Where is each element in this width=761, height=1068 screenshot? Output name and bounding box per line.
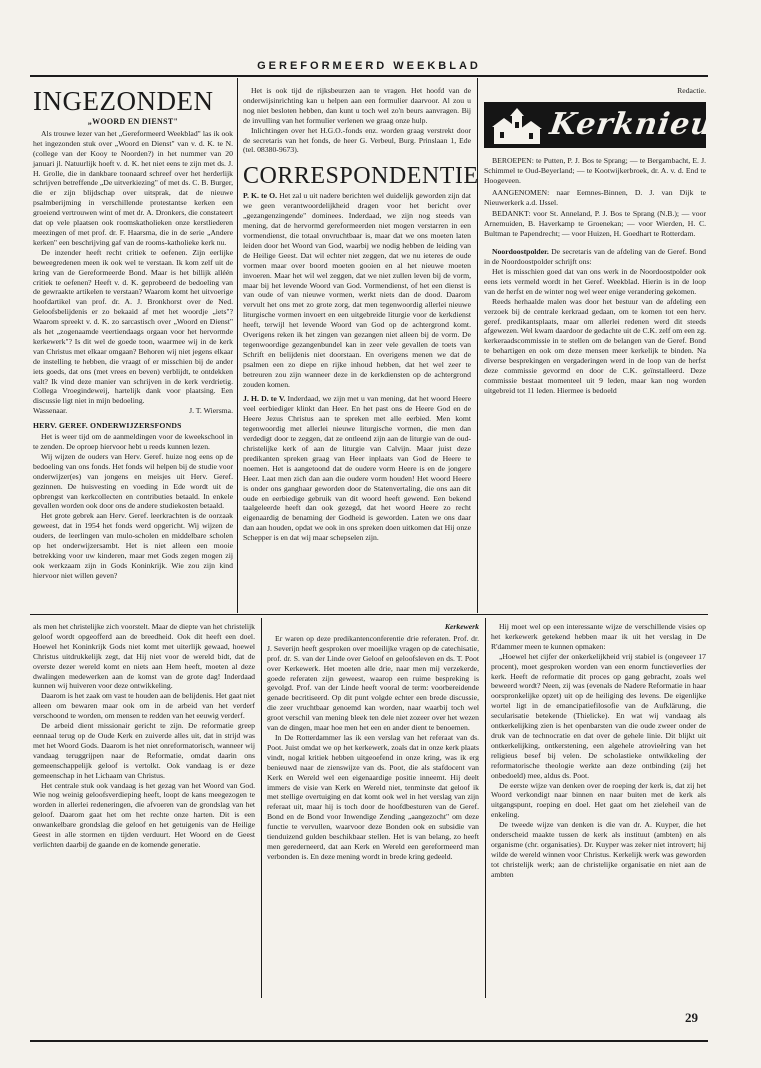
middle-column — [243, 86, 479, 612]
kerknieuws-beroepen — [484, 156, 706, 186]
lower-paragraph: „Hoewel het cijfer der onkerkelijkheid vrij stabiel is (ongeveer 17 procent), moet gesproken worden van een enorm functieverlies der kerk. Heeft de reformatie dit proces op gang gebracht, zoals wel beweerd wordt? Neen, zij was (evenals de Nadere Reformatie in haar oorspronkelijke opzet) uit op de heiliging des levens. De eigenlijke wortel ligt in de emancipatiefilosofie van de Aufklärung, die secularisatie betekende (Thielicke). En wat wij vandaag als ontkerkelijking zien is het openbarsten van die oude zweer onder de druk van de technocratie en dat over de gehele linie. Dit blijkt uit ontkerkelijking, ontkerstening, een algehele atrovieëring van het religieus besef bij velen. De scholastieke ontwikkeling der reformatorische theologie werkte aan deze ontbinding (zij het onbedoeld) mee, aldus ds. Poot. — [491, 651, 706, 780]
kerknieuws-aangenomen — [484, 188, 706, 208]
lower-column-rule-1 — [261, 618, 262, 998]
kerknieuws-banner — [484, 102, 761, 148]
noordoostpolder-text: De secretaris van de afdeling van de Geref. Bond in de Noordoostpolder schrijft ons: — [484, 247, 707, 267]
ingezonden-title: INGEZONDEN — [33, 86, 214, 116]
lower-column-rule-2 — [485, 618, 486, 998]
redactie-signoff: Redactie. — [677, 86, 706, 95]
bedankt-text: voor St. Anneland, P. J. Bos te Sprang (N.B.); — voor Arnemuiden, B. Haverkamp te Groenekan; — voor Wierden, H. C. Bultman te Papendrecht; — voor Huizen, H. Goedhart te Rotterdam. — [484, 209, 707, 239]
section-divider — [30, 614, 708, 615]
lower-paragraph: Het centrale stuk ook vandaag is het gezag van het Woord van God. Wie nog weinig geloofsverdieping heeft, loopt de kans meegezogen te worden in allerlei redeneringen, die afvoeren van de grondslag van het geloof. Daarom gaat het om het rechte onze harten. Dit is een onwankelbare grondslag die geloof en het getuigenis van de Heilige Geest in alle stormen en tijden verduurt. Het Woord en de Geest verlichten daarbij de gaande en de komende generatie. — [33, 780, 255, 849]
lower-paragraph: In De Rotterdammer las ik een verslag van het referaat van ds. Poot. Juist omdat we op het kerkewerk, zoals dat in onze kerk plaats vindt, nogal kritiek hebben uitgeoefend in onze kring, was ik erg benieuwd naar de zienswijze van ds. Poot, die als stafdocent van Kerk en Wereld wel een eigenaardige positie inneemt. Hij deelt immers de visie van Kerk en Wereld niet, tenminste dat geloof ik met stellige overtuiging en dat komt ook wel in het verslag van zijn referaat uit, maar hij is toch door de hoofdbesturen van de Geref. Bond en de Bond voor Inwendige Zending „aangezocht" om deze functie te vervullen, waarvoor deze Bonden ook en subsidie van tienduizend gulden beschikbaar stellen. Het is van belang, zo heeft men gerederneerd, dat aan Kerk en Wereld een gereformeerd man verbonden is. En deze mening wordt in brede kring gedeeld. — [267, 732, 479, 861]
lower-paragraph: als men het christelijke zich voorstelt. Maar de diepte van het christelijk geloof wordt opgeofferd aan de breedheid. Ook dit heeft een doel. Hoewel het Koninkrijk Gods niet komt met uiterlijk gewaad, hoewel Christus uitdrukkelijk zegt, dat Hij niet voor de wereld bidt, dat de overste dezer wereld komt en niets aan Hem heeft, moeten al deze dwalingen medewerken aan de komst van de grote dag! Inderdaad kunnen wij huiveren voor deze ontwikkeling. — [33, 622, 255, 691]
column-rule-2 — [477, 78, 478, 613]
aangenomen-lead: AANGENOMEN: — [492, 187, 550, 197]
bedankt-lead: BEDANKT: — [492, 209, 531, 219]
ingezonden-signature — [33, 406, 233, 416]
church-icon — [490, 108, 544, 144]
lower-column-2 — [267, 622, 479, 998]
onderwijs-paragraph: Het is weer tijd om de aanmeldingen voor de kweekschool in te zenden. De oproep hiervoor hebt u reeds kunnen lezen. — [33, 432, 233, 451]
ingezonden-column — [33, 86, 233, 612]
aangenomen-text: naar Eemnes-Binnen, D. J. van Dijk te Nieuwerkerk a.d. IJssel. — [484, 187, 707, 207]
correspondentie-item-2 — [243, 394, 471, 543]
page-header: GEREFORMEERD WEEKBLAD — [257, 60, 481, 72]
beroepen-lead: BEROEPEN: — [492, 155, 534, 165]
footer-rule — [30, 1040, 708, 1042]
lower-paragraph: Er waren op deze predikantenconferentie drie referaten. Prof. dr. J. Severijn heeft gesproken over moeilijke vragen op de catechisatie, prof. dr. S. van der Linde over Geloof en geloofsleven en ds. T. Poot over Kerkewerk. Het moeten alle drie, naar men mij verzekerde, goede referaten zijn geweest, waarop een ruime bespreking is gevolgd. Prof. van der Linde heeft vooral de term: voorbereidende genade becritiseerd. Op dit punt volgde echter een brede discussie, die zeer vruchtbaar genoemd kan worden, naar waarbij toch wel groot verschil van mening bleek ten dele niet zozeer over het wezen van de dingen, maar hoe men het een en ander dient te benoemen. — [267, 633, 479, 733]
signature-name: J. T. Wiersma. — [189, 406, 233, 416]
ingezonden-paragraph: De inzender heeft recht critiek te oefenen. Zijn eerlijke beweegredenen meen ik ook wel te verstaan. Ik kom zelf uit de kring van de Gereformeerde Bond. Maar is het billijk alléén critiek te oefenen? Heeft v. d. K. geprobeerd de bedoeling van de gewraakte artikelen te verstaan? Waarom komt het uitvoerige hoofdartikel van prof. dr. A. J. Bronkhorst over de Ned. Geloofsbelijdenis er zo bekaaid af met het woordje „iets"? Waarom spreekt v. d. K. zo sarcastisch over „Woord en Dienst" als het „zogenaamde veertiendaags orgaan voor het hervormde kerkewerk"? Is dit wel de goede toon, waarmee wij in de kerk van Christus met elkaar omgaan? Behoren wij niet jegens elkaar de instelling te hebben, die vraagt of er misschien bij de ander iets goeds, dat ons (met vrees en beven) verblijdt, te ontdekken valt? Ik vind deze manier van schrijven in de kerk verdrietig. Collega Vroegindeweij, hartelijk dank voor plaatsing. Een discussie ligt niet in mijn bedoeling. — [33, 247, 233, 406]
right-column — [484, 86, 761, 612]
noordoostpolder-lead: Noordoostpolder. — [492, 247, 549, 257]
correspondentie-item-1-text: Het zal u uit nadere berichten wel duidelijk geworden zijn dat we geen verantwoordelijkheid dragen voor het bericht over „gezangenzingende" dominees. Inderdaad, we zijn nog steeds van mening, dat de hervormd gereformeerden niet mogen verstarren in een vormendienst, die totaal onvruchtbaar is, maar dat we ons moeten laten leiden door het Woord van God, waarbij we nodig hebben de leiding van de Heilige Geest. Dat wil echter niet zeggen, dat we nu ieteres de oude vormen maar over boord moeten gooien en al het nieuwe moeten invoeren. Maar het wil wel zeggen, dat we niet zullen leven bij de vorm, maar bij het levende Woord van God. Vormendienst, of het een dienst is van oude of van nieuwe vormen, werkt niets dan de dood. Daarom vervult het ons met zo grote zorg, dat men tegenwoordig allerlei nieuwe liturgische vormen invoert en een uitgebreide liturgie voor de kerkdienst heeft, terwijl het levende Woord van God op de achtergrond komt. Overigens reken ik het zingen van gezangen niet alleen bij de vorm. De tegenwoordige gezangenbundel kan in zeer vele gevallen de toets van Schrift en belijdenis niet doorstaan. En overigens menen we dat de psalmen een zo diepe en rijke inhoud hebben, dat het wel zeer te betreuren zou zijn wanneer deze in de kerkdiensten op de achtergrond zouden komen. — [243, 191, 472, 389]
kerknieuws-bedankt — [484, 209, 706, 239]
beroepen-text: te Putten, P. J. Bos te Sprang; — te Bergambacht, E. J. Schimmel te Oud-Beyerland; — te Kootwijkerbroek, dr. A. v. d. End te Hoogeveen. — [484, 155, 706, 185]
lower-paragraph: Hij moet wel op een interessante wijze de verschillende visies op het kerkewerk getekend hebben maar ik uit het verslag in De R'dammer meen te kunnen opmaken: — [491, 622, 706, 651]
noordoostpolder-intro — [484, 247, 706, 267]
correspondentie-item-2-text: Inderdaad, we zijn met u van mening, dat het woord Heere veel eerbiediger klinkt dan Heer. En het past ons de Heere God en de Heere Jezus Christus aan te spreken met alle eerbied. Men komt tegenwoordig met allerlei nieuwe liturgische vormen, die men dan verdedigt door te zeggen, dat ze ontleend zijn aan de liturgie van de oud-christelijke kerk of aan de liturgie van Calvijn. Maar juist deze predikanten spreken graag van Heer inplaats van God de Heere te noemen. Het is aangetoond dat de oudere vorm Heere is en de jongere Heer. Laat men zich dan aan die oudere vorm houden! Het woord Heere is onder ons ganghaar geworden door de Statenvertaling, die ons aan dit oude en eerbiedige gebruik van dit woord heeft gewend. Een bekend taalgeleerde heeft dan ook gezegd, dat het woord Heere zo recht eigenaardig de benaming der Godheid is geworden. Laten we ons daar dan aan houden, opdat we ook in ons spreken doen uitkomen dat Hij onze Schepper is en dat wij maar schepselen zijn. — [243, 394, 471, 543]
signature-place: Wassenaar. — [33, 406, 68, 416]
onderwijs-paragraph: Het grote gebrek aan Herv. Geref. leerkrachten is de oorzaak geweest, dat in 1954 het fonds werd opgericht. Wij wijzen de ouders, de leerlingen van mulo-scholen en middelbare scholen op het onderwijzersambt. Het is niet alleen een mooie betrekking voor uw kinderen, maar met Gods zegen mogen zij ook werkzaam zijn in Gods Koninkrijk. Wie zou zijn kind hiervoor niet willen geven? — [33, 511, 233, 580]
lower-paragraph: De eerste wijze van denken over de roeping der kerk is, dat zij het Woord verkondigt naar binnen en naar buiten met de kerk als uitgangspunt, roeping en doel. Het gaat om het zieleheil van de enkeling. — [491, 780, 706, 820]
ingezonden-paragraph: Als trouwe lezer van het „Gereformeerd Weekblad" las ik ook het ingezonden stuk over „Woord en Dienst" van v. d. K. te N. (college van der Kooy te Noorden?) in het nummer van 20 januari jl. Natuurlijk hoeft v. d. K. het niet eens te zijn met ds. J. H. Grolle, die in dankbare toonaard schreef over het herderlijk schrijven betreffende „De uitverkiezing" of met ds. C. B. Burger, die er zijn blijdschap over uitsprak, dat de nieuwe psalmberijming in verschillende protestantse kerken een groeiend vertrouwen wint of met dr. A. Dronkers, die constateert dat op vele plaatsen ook roomskatholieken onze kerstliederen meezingen of met prof. dr. F. Haarsma, die in de serie „Andere kerken" een beschrijving gaf van de rooms-katholieke kerk nu. — [33, 128, 234, 247]
noordoostpolder-paragraph: Reeds herhaalde malen was door het bestuur van de afdeling een verzoek bij de centrale kerkraad gedaan, om te komen tot een herv. geref. predikantsplaats, maar om allerlei redenen werd dit steeds afgewezen. Wel kwam daardoor de gedachte uit de C.K. zelf om een zg. kerkeraadscommissie in te stellen om de belangen van de Geref. Bond te behartigen en ook om deze mensen meer kerkelijk te binden. Na diverse besprekingen en vergaderingen werd in de loop van de herfst deze commissie gevormd en door de C.K. geïnstalleerd. Deze commissie bestaat momenteel uit 9 leden, maar kan nog worden uitgebreid tot 11 leden. Hiermee is bedoeld — [484, 296, 706, 395]
correspondentie-item-1-lead: P. K. te O. — [243, 191, 278, 201]
kerkewerk-heading: Kerkewerk — [444, 622, 479, 631]
ingezonden-subtitle: „WOORD EN DIENST" — [87, 117, 179, 126]
lower-column-3 — [491, 622, 706, 998]
lower-paragraph: De tweede wijze van denken is die van dr. A. Kuyper, die het onderscheid maakte tussen de kerk als instituut (ambten) en als organisme (chr. organisaties). Dr. Kuyper was zeker niet introvert; hij wilde de wereld winnen voor Christus. Kerkelijk werk was geworden tot christelijk werk; aan de christelijke organisatie en niet aan de ambten — [491, 820, 706, 879]
onderwijs-paragraph: Het is ook tijd de rijksbeurzen aan te vragen. Het hoofd van de onderwijsinrichting kan u helpen aan een formulier daarvoor. Al zou u nog niet besloten hebben, dan kunt u toch wel zo'n beurs aanvragen. Bij de invulling van het formulier verlenen we graag onze hulp. — [243, 86, 471, 125]
onderwijs-paragraph: Inlichtingen over het H.G.O.-fonds enz. worden graag verstrekt door de secretaris van het fonds, de heer G. Verbeul, Burg. Prinslaan 1, Ede (tel. 08380-9673). — [243, 125, 471, 155]
lower-paragraph: Daarom is het zaak om vast te houden aan de belijdenis. Het gaat niet alleen om bewaren maar ook om in de arbeid van het verderf verschoond te worden, om mensen te redden van het eeuwig verderf. — [33, 691, 255, 721]
correspondentie-title: CORRESPONDENTIE — [243, 163, 479, 190]
correspondentie-item-2-lead: J. H. D. te V. — [243, 394, 286, 404]
column-rule-1 — [237, 78, 238, 613]
page-number: 29 — [685, 1010, 698, 1025]
header-rule — [30, 75, 708, 77]
kerknieuws-banner-text: Kerknieuws — [547, 106, 761, 142]
lower-column-1 — [33, 622, 255, 998]
onderwijs-paragraph: Wij wijzen de ouders van Herv. Geref. huize nog eens op de bedoeling van ons fonds. Het fonds wil helpen bij de studie voor onderwijzer(es) van jongens en meisjes uit Herv. Geref. gezinnen. De huisvesting en voeding in Ede wordt uit de opbrengst van kerkcollecten en contributies betaald. In enkele gevallen worden ook door ons de andere studiekosten betaald. — [33, 451, 233, 511]
correspondentie-item-1 — [243, 191, 471, 389]
onderwijs-heading: HERV. GEREF. ONDERWIJZERSFONDS — [33, 421, 182, 431]
noordoostpolder-paragraph: Het is misschien goed dat van ons werk in de Noordoostpolder ook eens iets vermeld wordt in het Geref. Weekblad. Hierin is in de loop van de herfst en de winter nog wel weer enige verandering gekomen. — [484, 266, 706, 296]
lower-paragraph: De arbeid dient missionair gericht te zijn. De reformatie greep eennaal terug op de Oude Kerk en zuiverde alles uit, dat in strijd was met het Woord Gods. Daarom is het niet onreformatorisch, wanneer wij vandaag teruggrijpen naar de Reformatie, omdat daarin ons gemeenschappelijk geloof is vertolkt. Ook vandaag is er deze gemeenschap in het Lichaam van Christus. — [33, 721, 255, 780]
